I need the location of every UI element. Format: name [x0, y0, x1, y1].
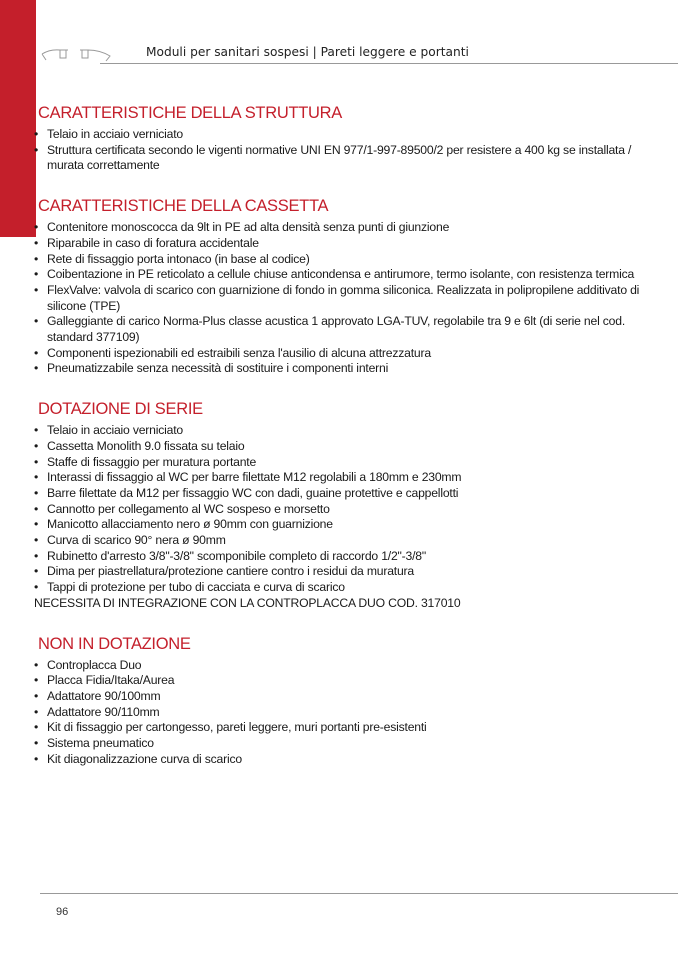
list-item: • Galleggiante di carico Norma-Plus classe acustica 1 approvato LGA-TUV, regolabile tra 9 e 6lt (di serie nel cod. standard 377109) [33, 314, 653, 345]
section-non-in-dotazione [33, 634, 653, 768]
list-item: • Componenti ispezionabili ed estraibili senza l'ausilio di alcuna attrezzatura [33, 346, 653, 362]
list-item: • Contenitore monoscocca da 9lt in PE ad alta densità senza punti di giunzione [33, 220, 653, 236]
list-item: • Controplacca Duo [33, 658, 653, 674]
list-item: • Rete di fissaggio porta intonaco (in base al codice) [33, 252, 653, 268]
list-item: • Staffe di fissaggio per muratura portante [33, 455, 653, 471]
list-item: • Interassi di fissaggio al WC per barre filettate M12 regolabili a 180mm e 230mm [33, 470, 653, 486]
list-item: • Telaio in acciaio verniciato [33, 127, 653, 143]
header-divider [100, 63, 678, 64]
integration-note: NECESSITA DI INTEGRAZIONE CON LA CONTROPLACCA DUO COD. 317010 [34, 595, 461, 610]
list-item: • FlexValve: valvola di scarico con guarnizione di fondo in gomma siliconica. Realizzata in polipropilene additivato di silicone (TPE) [33, 283, 653, 314]
list-item: • Sistema pneumatico [33, 736, 653, 752]
list-item: • Rubinetto d'arresto 3/8"-3/8" scomponibile completo di raccordo 1/2"-3/8" [33, 549, 653, 565]
list-item: • Cannotto per collegamento al WC sospeso e morsetto [33, 502, 653, 518]
list-item: • Riparabile in caso di foratura accidentale [33, 236, 653, 252]
list-item: • Placca Fidia/Itaka/Aurea [33, 673, 653, 689]
list-item: • Kit diagonalizzazione curva di scarico [33, 752, 653, 768]
list-item: • Coibentazione in PE reticolato a cellule chiuse anticondensa e antirumore, termo isolante, con resistenza termica [33, 267, 653, 283]
section-cassetta [33, 196, 653, 377]
list-item: • Curva di scarico 90° nera ø 90mm [33, 533, 653, 549]
page-content [33, 103, 653, 790]
brand-logo-icon [40, 46, 112, 62]
red-side-band [0, 0, 36, 237]
bullet-list [33, 658, 653, 768]
list-item: • Barre filettate da M12 per fissaggio WC con dadi, guaine protettive e cappellotti [33, 486, 653, 502]
page-header [40, 42, 678, 64]
list-item: • Kit di fissaggio per cartongesso, pareti leggere, muri portanti pre-esistenti [33, 720, 653, 736]
section-dotazione-di-serie [33, 399, 653, 611]
list-item: • Adattatore 90/110mm [33, 705, 653, 721]
section-heading: CARATTERISTICHE DELLA CASSETTA [38, 197, 329, 216]
list-item: • Tappi di protezione per tubo di cacciata e curva di scarico [33, 580, 653, 596]
list-item: • Telaio in acciaio verniciato [33, 423, 653, 439]
list-item: • Struttura certificata secondo le vigenti normative UNI EN 977/1-997-89500/2 per resistere a 400 kg se installata / murata correttamente [33, 143, 653, 174]
footer-divider [40, 893, 678, 894]
page-number: 96 [56, 906, 69, 918]
bullet-list [33, 220, 653, 377]
bullet-list [33, 127, 653, 174]
list-item: • Pneumatizzabile senza necessità di sostituire i componenti interni [33, 361, 653, 377]
list-item: • Dima per piastrellatura/protezione cantiere contro i residui da muratura [33, 564, 653, 580]
section-heading: DOTAZIONE DI SERIE [38, 400, 203, 419]
section-heading: NON IN DOTAZIONE [38, 634, 191, 653]
list-item: • Cassetta Monolith 9.0 fissata su telaio [33, 439, 653, 455]
list-item: • Adattatore 90/100mm [33, 689, 653, 705]
header-title: Moduli per sanitari sospesi | Pareti leggere e portanti [146, 45, 469, 59]
section-heading: CARATTERISTICHE DELLA STRUTTURA [38, 104, 342, 122]
list-item: • Manicotto allacciamento nero ø 90mm con guarnizione [33, 517, 653, 533]
section-struttura [33, 103, 653, 174]
bullet-list [33, 423, 653, 596]
